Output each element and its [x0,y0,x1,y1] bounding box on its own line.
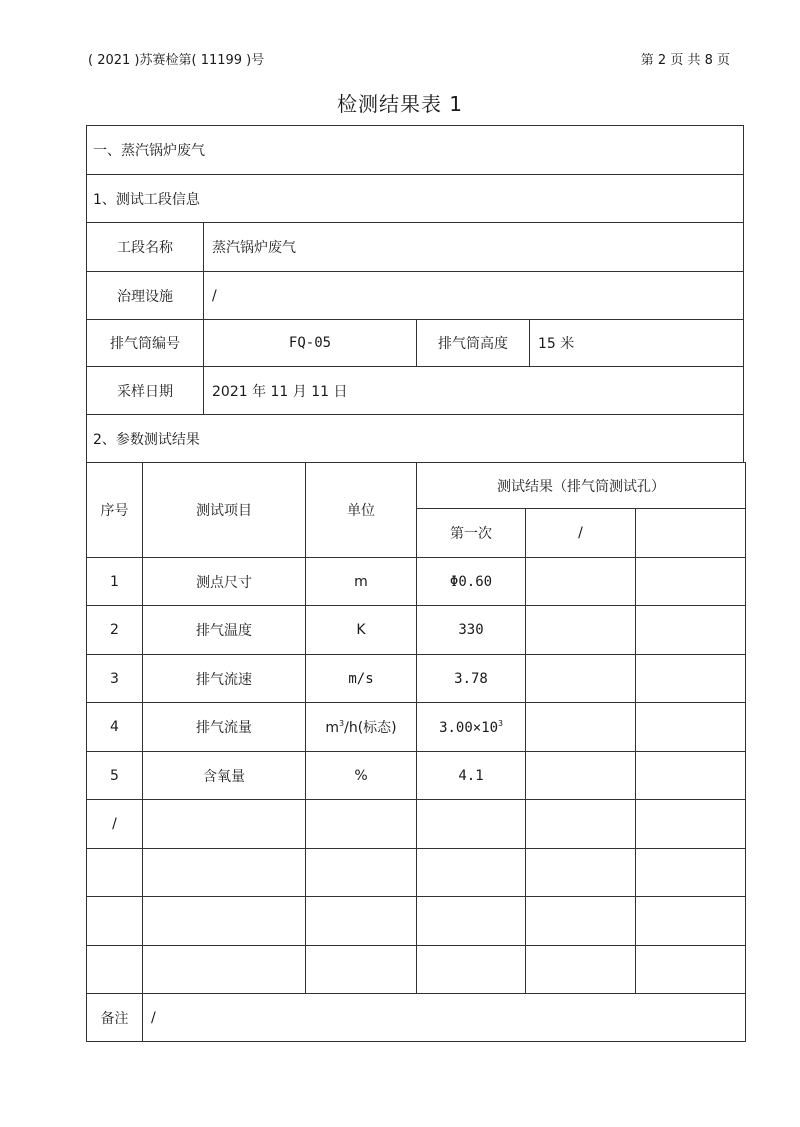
row-value-first: 330 [417,606,526,655]
row-seq: 1 [87,558,143,606]
unit-rest: /h(标态) [344,720,397,736]
col-header-first: 第一次 [417,509,526,558]
row-unit [306,703,417,752]
sampling-date-label: 采样日期 [87,367,204,415]
unit-superscript: 3 [339,719,345,728]
sampling-date-value: 2021 年 11 月 11 日 [204,367,744,415]
row-value-third [636,752,746,800]
section-heading-test-info: 1、测试工段信息 [87,175,744,223]
value-base: 3.00×10 [439,719,499,736]
remark-value: / [143,994,746,1042]
row-value-second [526,752,636,800]
row-item: 测点尺寸 [143,558,306,606]
row-value-first: 4.1 [417,752,526,800]
parameter-results-table [86,462,746,1042]
table-row [87,849,746,897]
col-header-second: / [526,509,636,558]
row-unit: % [306,752,417,800]
col-header-third [636,509,746,558]
row-seq: 3 [87,655,143,703]
row-seq: 4 [87,703,143,752]
row-unit: K [306,606,417,655]
row-item: 排气流量 [143,703,306,752]
remark-label: 备注 [87,994,143,1042]
table-row [87,946,746,994]
stack-number-label: 排气筒编号 [87,320,204,367]
col-header-result-group: 测试结果（排气筒测试孔） [417,463,746,509]
row-value-third [636,703,746,752]
table-row [87,606,746,655]
table-row [87,655,746,703]
unit-base: m [325,720,340,736]
treatment-facility-label: 治理设施 [87,272,204,320]
col-header-seq: 序号 [87,463,143,558]
row-value-first [417,800,526,849]
document-number: ( 2021 )苏赛检第( 11199 )号 [88,53,265,68]
value-superscript: 3 [498,718,503,728]
stack-height-value: 15 米 [530,320,744,367]
row-value-second [526,606,636,655]
table-row [87,558,746,606]
row-item: 含氧量 [143,752,306,800]
stack-height-label: 排气筒高度 [417,320,530,367]
treatment-facility-value: / [204,272,744,320]
row-value-second [526,558,636,606]
row-seq: 2 [87,606,143,655]
row-item [143,800,306,849]
row-value-second [526,800,636,849]
row-value-first: Φ0.60 [417,558,526,606]
row-seq: 5 [87,752,143,800]
stack-number-value: FQ-05 [204,320,417,367]
process-name-value: 蒸汽锅炉废气 [204,223,744,272]
col-header-unit: 单位 [306,463,417,558]
table-row [87,752,746,800]
row-value-second [526,703,636,752]
table-row [87,703,746,752]
row-value-second [526,655,636,703]
row-item: 排气温度 [143,606,306,655]
row-item: 排气流速 [143,655,306,703]
test-section-info-table [86,125,744,463]
row-unit [306,800,417,849]
row-value-third [636,800,746,849]
section-heading-boiler-exhaust: 一、蒸汽锅炉废气 [87,126,744,175]
table-row [87,800,746,849]
page-title: 检测结果表 1 [336,92,464,116]
remark-row [87,994,746,1042]
row-value-first: 3.78 [417,655,526,703]
row-value-third [636,558,746,606]
table-row [87,897,746,946]
row-unit: m [306,558,417,606]
process-name-label: 工段名称 [87,223,204,272]
row-value-third [636,606,746,655]
section-heading-parameter-results: 2、参数测试结果 [87,415,744,463]
row-unit: m/s [306,655,417,703]
row-value-third [636,655,746,703]
page-info: 第 2 页 共 8 页 [640,53,730,68]
row-value-first [417,703,526,752]
row-seq: / [87,800,143,849]
col-header-item: 测试项目 [143,463,306,558]
